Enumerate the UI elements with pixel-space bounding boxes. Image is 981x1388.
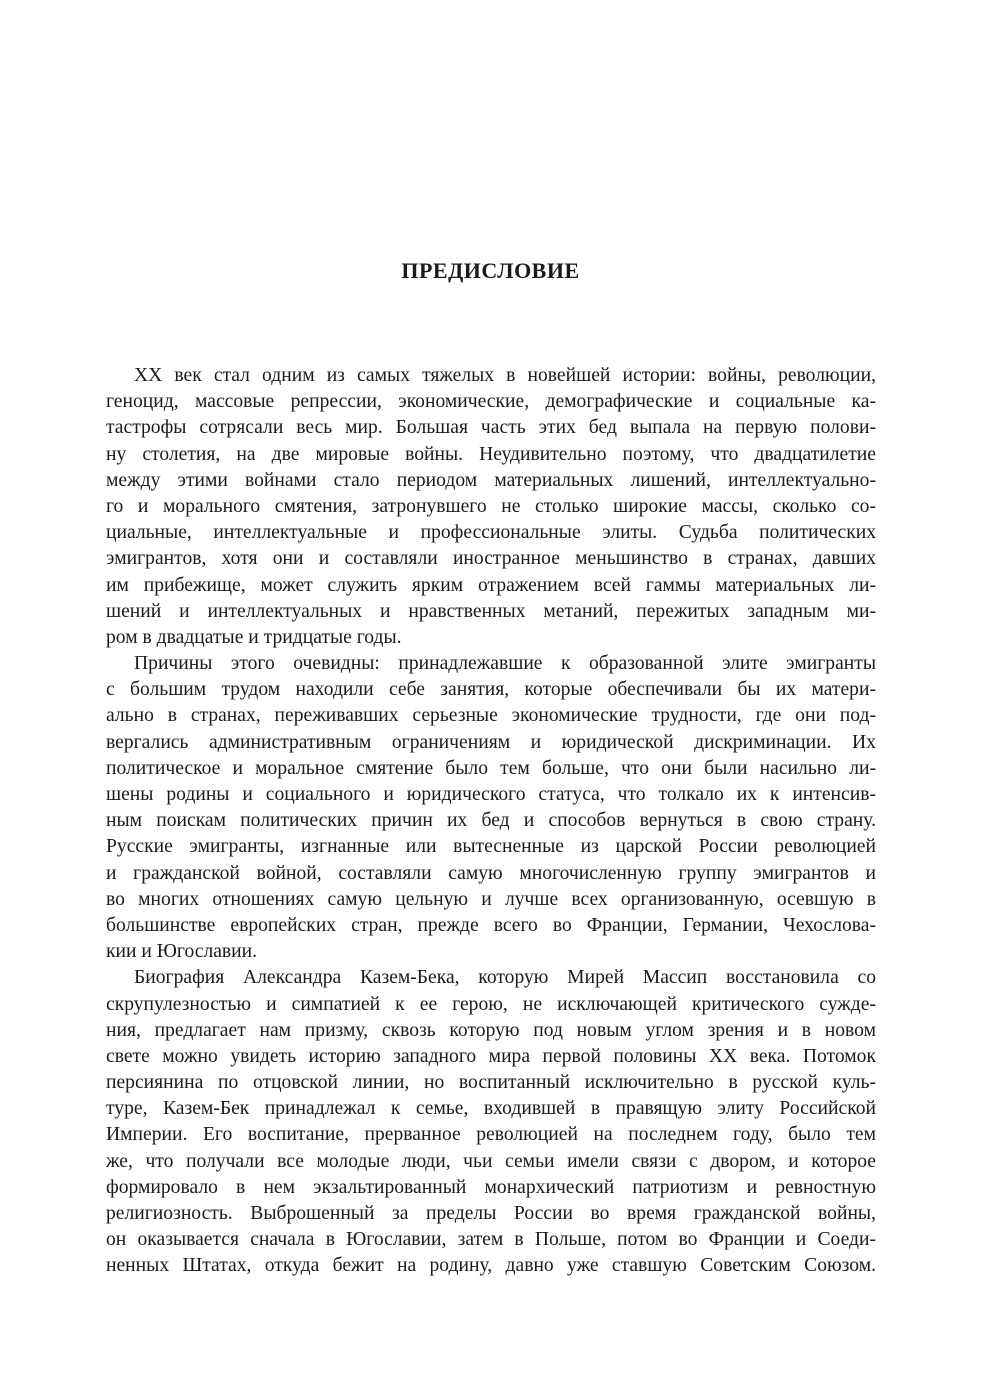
- text-line: религиозность. Выброшенный за пределы России во время гражданской войны,: [106, 1203, 876, 1224]
- text-line: ния, предлагает нам призму, сквозь которую под новым углом зрения и в новом: [106, 1019, 876, 1041]
- text-line: циальные, интеллектуальные и профессиональные элиты. Судьба политических: [106, 522, 876, 544]
- text-line: эмигрантов, хотя они и составляли иностранное меньшинство в странах, давших: [106, 548, 876, 570]
- text-line: скрупулезностью и симпатией к ее герою, не исключающей критического сужде-: [106, 993, 876, 1015]
- paragraph-3: [106, 965, 876, 1279]
- page-title: ПРЕДИСЛОВИЕ: [401, 258, 580, 283]
- text-line: ненных Штатах, откуда бежит на родину, давно уже ставшую Советским Союзом.: [106, 1255, 876, 1277]
- text-line: ально в странах, переживавших серьезные экономические трудности, где они под-: [106, 705, 876, 727]
- text-line: между этими войнами стало периодом материальных лишений, интеллектуально-: [106, 469, 876, 491]
- text-line: XX век стал одним из самых тяжелых в новейшей истории: войны, революции,: [134, 365, 876, 386]
- text-line: Биография Александра Казем-Бека, которую Мирей Массип восстановила со: [134, 967, 876, 989]
- text-line: во многих отношениях самую цельную и лучше всех организованную, осевшую в: [106, 888, 876, 910]
- text-line: геноцид, массовые репрессии, экономические, демографические и социальные ка-: [106, 391, 876, 413]
- text-line: свете можно увидеть историю западного мира первой половины XX века. Потомок: [106, 1045, 876, 1067]
- text-line: большинстве европейских стран, прежде всего во Франции, Германии, Чехослова-: [106, 914, 876, 936]
- text-line: туре, Казем-Бек принадлежал к семье, входившей в правящую элиту Российской: [106, 1098, 876, 1120]
- text-line: и гражданской войной, составляли самую многочисленную группу эмигрантов и: [106, 862, 876, 884]
- text-line: кии и Югославии.: [106, 941, 258, 963]
- text-line: го и морального смятения, затронувшего не столько широкие массы, сколько со-: [106, 495, 876, 517]
- text-line: политическое и моральное смятение было тем больше, что они были насильно ли-: [106, 757, 876, 779]
- text-line: им прибежище, может служить ярким отражением всей гаммы материальных ли-: [106, 574, 876, 596]
- text-line: формировало в нем экзальтированный монархический патриотизм и ревностную: [106, 1176, 876, 1198]
- paragraph-1: [106, 363, 876, 651]
- text-line: он оказывается сначала в Югославии, затем в Польше, потом во Франции и Соеди-: [106, 1229, 876, 1251]
- text-line: Империи. Его воспитание, прерванное революцией на последнем году, было тем: [106, 1124, 876, 1146]
- text-line: же, что получали все молодые люди, чьи семьи имели связи с двором, и которое: [106, 1150, 876, 1172]
- text-line: шены родины и социального и юридического статуса, что толкало их к интенсив-: [106, 784, 876, 805]
- paragraph-2: [106, 651, 876, 965]
- text-line: с большим трудом находили себе занятия, которые обеспечивали бы их матери-: [106, 679, 876, 701]
- preface-body: [106, 363, 876, 1280]
- text-line: Причины этого очевидны: принадлежавшие к образованной элите эмигранты: [134, 653, 876, 675]
- text-line: персиянина по отцовской линии, но воспитанный исключительно в русской куль-: [106, 1072, 876, 1094]
- text-line: ром в двадцатые и тридцатые годы.: [106, 626, 402, 648]
- text-line: тастрофы сотрясали весь мир. Большая часть этих бед выпала на первую полови-: [106, 417, 876, 439]
- text-line: ну столетия, на две мировые войны. Неудивительно поэтому, что двадцатилетие: [106, 443, 876, 465]
- text-line: шений и интеллектуальных и нравственных метаний, пережитых западным ми-: [106, 600, 876, 622]
- text-line: Русские эмигранты, изгнанные или вытесненные из царской России революцией: [106, 836, 876, 858]
- text-line: вергались административным ограничениям и юридической дискриминации. Их: [106, 731, 876, 753]
- text-line: ным поискам политических причин их бед и способов вернуться в свою страну.: [106, 810, 876, 832]
